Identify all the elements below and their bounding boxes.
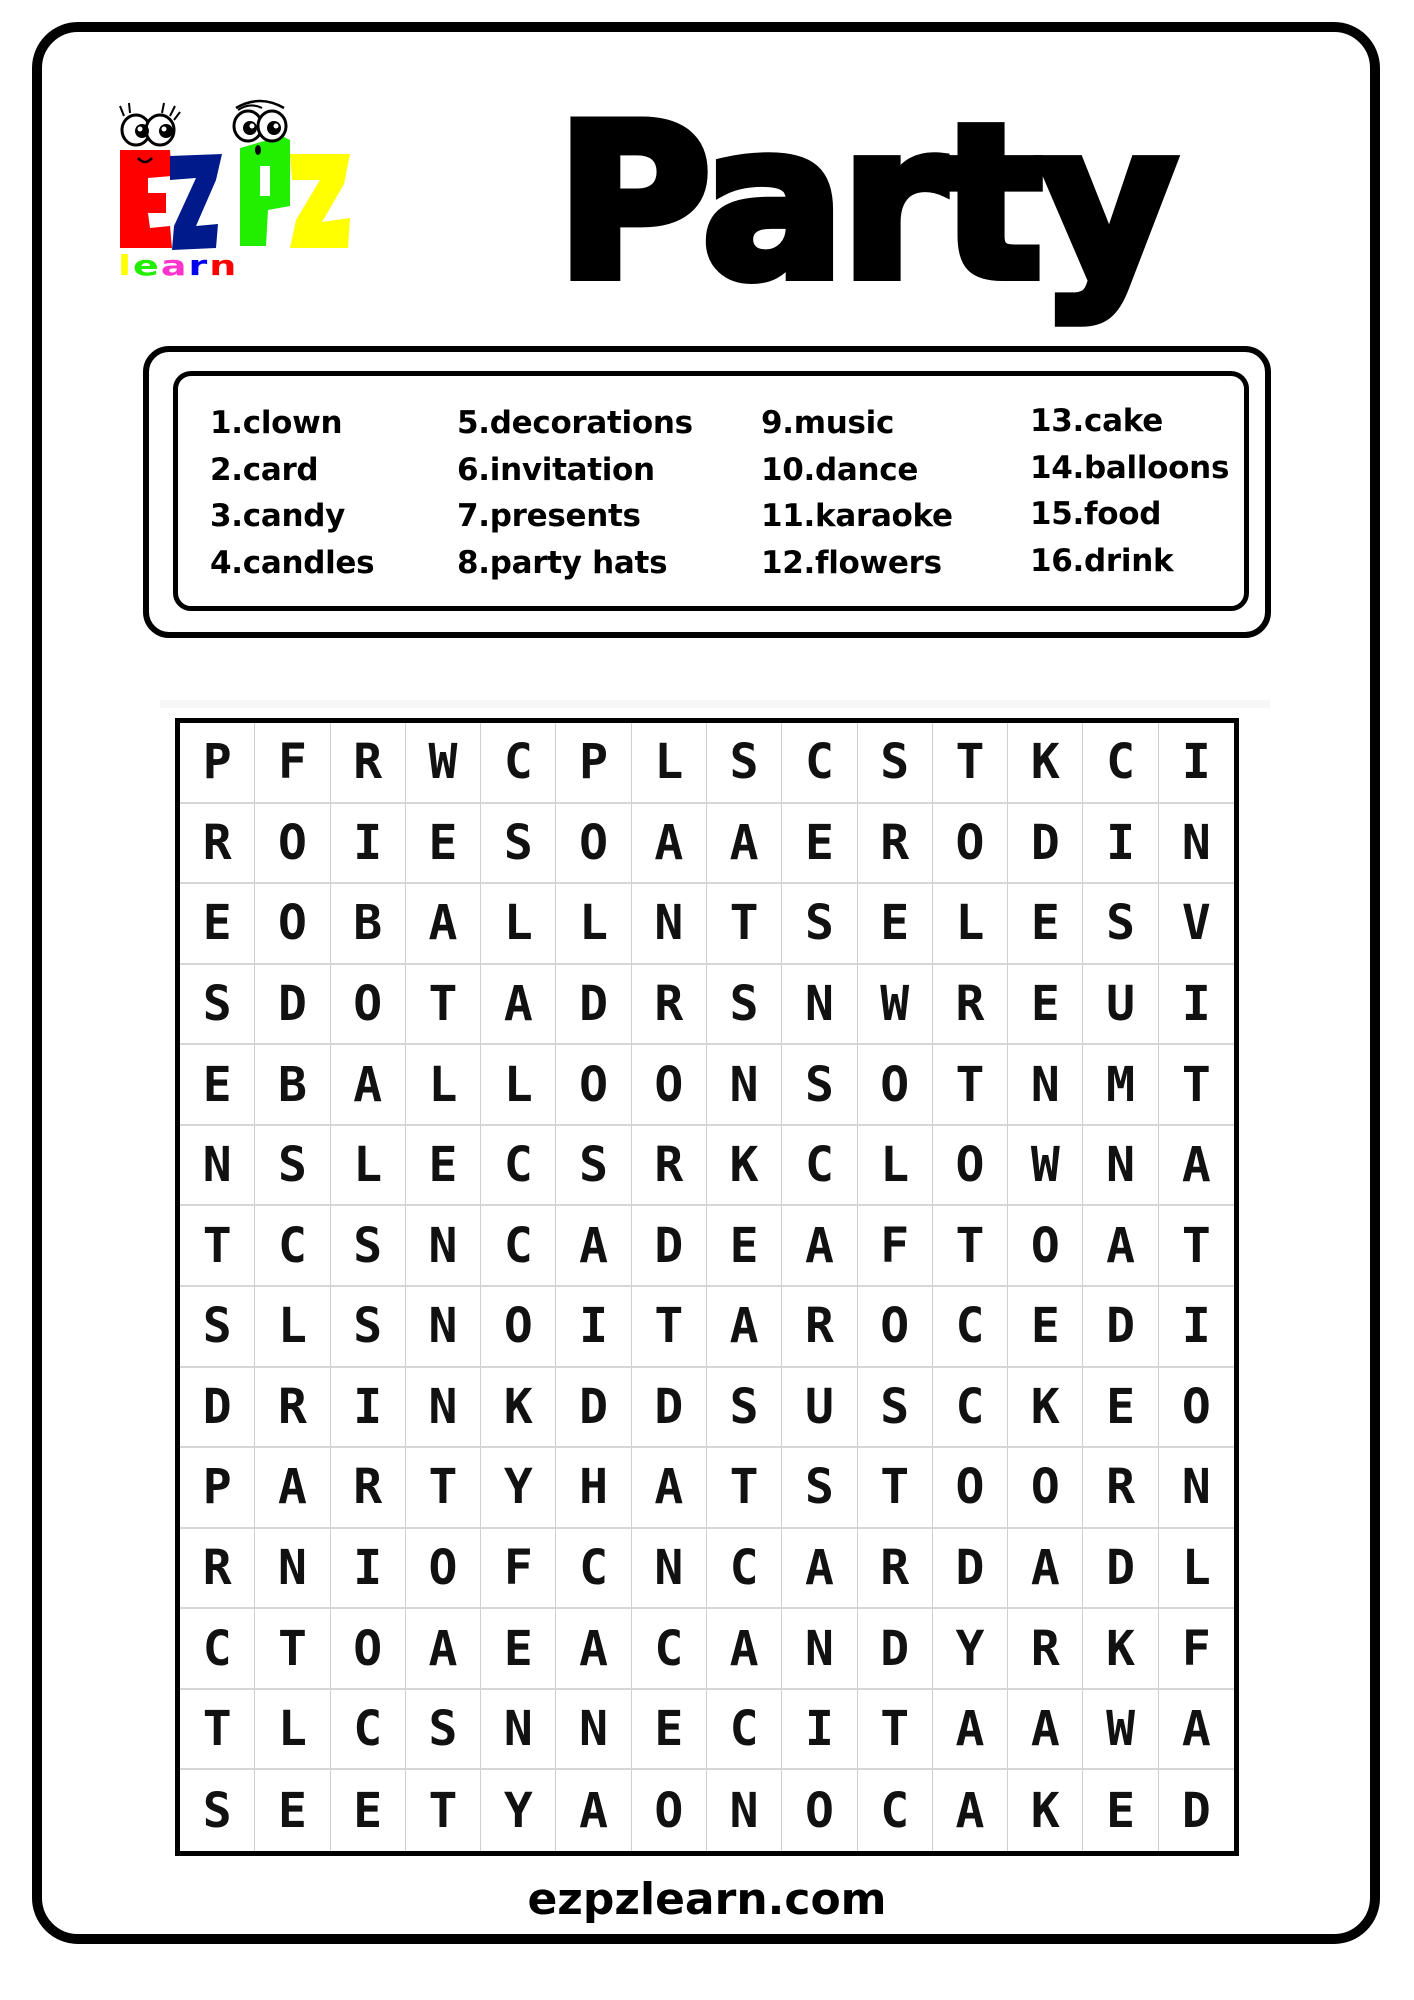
word-item: 2.card <box>210 451 319 488</box>
grid-cell[interactable]: C <box>858 1770 933 1851</box>
grid-cell[interactable]: S <box>858 723 933 804</box>
grid-cell[interactable]: S <box>556 1126 631 1207</box>
grid-cell[interactable]: I <box>556 1287 631 1368</box>
grid-cell[interactable]: K <box>707 1126 782 1207</box>
grid-cell[interactable]: P <box>556 723 631 804</box>
grid-cell[interactable]: E <box>180 884 255 965</box>
grid-cell[interactable]: N <box>406 1287 481 1368</box>
grid-cell[interactable]: U <box>782 1368 857 1449</box>
grid-cell[interactable]: I <box>1159 723 1234 804</box>
grid-cell[interactable]: R <box>632 1126 707 1207</box>
grid-cell[interactable]: D <box>1083 1529 1158 1610</box>
word-item: 6.invitation <box>457 451 655 488</box>
grid-cell[interactable]: T <box>858 1690 933 1771</box>
grid-cell[interactable]: E <box>1008 884 1083 965</box>
grid-cell[interactable]: C <box>707 1529 782 1610</box>
grid-cell[interactable]: A <box>782 1206 857 1287</box>
grid-cell[interactable]: R <box>1083 1448 1158 1529</box>
grid-cell[interactable]: E <box>180 1045 255 1126</box>
grid-cell[interactable]: C <box>782 1126 857 1207</box>
word-list-column-1 <box>210 400 374 586</box>
grid-cell[interactable]: O <box>858 1287 933 1368</box>
grid-cell[interactable]: O <box>1008 1448 1083 1529</box>
grid-cell[interactable]: C <box>331 1690 406 1771</box>
word-item: 11.karaoke <box>761 498 953 534</box>
grid-cell[interactable]: S <box>782 1045 857 1126</box>
grid-cell[interactable]: K <box>1083 1609 1158 1690</box>
word-item: 1.clown <box>210 405 343 441</box>
grid-cell[interactable]: D <box>556 1368 631 1449</box>
grid-cell[interactable]: F <box>858 1206 933 1287</box>
grid-cell[interactable]: C <box>255 1206 330 1287</box>
logo-letter-e: e <box>133 249 161 282</box>
grid-cell[interactable]: R <box>255 1368 330 1449</box>
grid-cell[interactable]: N <box>632 884 707 965</box>
grid-cell[interactable]: F <box>255 723 330 804</box>
grid-cell[interactable]: A <box>1159 1690 1234 1771</box>
grid-cell[interactable]: O <box>1008 1206 1083 1287</box>
grid-cell[interactable]: S <box>481 804 556 885</box>
grid-cell[interactable]: L <box>481 884 556 965</box>
grid-cell[interactable]: I <box>1159 965 1234 1046</box>
grid-cell[interactable]: C <box>1083 723 1158 804</box>
grid-cell[interactable]: O <box>556 1045 631 1126</box>
grid-cell[interactable]: E <box>1008 1287 1083 1368</box>
grid-cell[interactable]: S <box>858 1368 933 1449</box>
grid-cell[interactable]: S <box>180 965 255 1046</box>
grid-cell[interactable]: A <box>331 1045 406 1126</box>
grid-cell[interactable]: S <box>255 1126 330 1207</box>
grid-cell[interactable]: D <box>180 1368 255 1449</box>
word-item: 14.balloons <box>1030 449 1230 486</box>
grid-cell[interactable]: O <box>406 1529 481 1610</box>
word-item: 9.music <box>761 405 895 441</box>
grid-cell[interactable]: N <box>255 1529 330 1610</box>
grid-cell[interactable]: I <box>1159 1287 1234 1368</box>
word-item: 13.cake <box>1030 403 1163 439</box>
grid-cell[interactable]: H <box>556 1448 631 1529</box>
grid-cell[interactable]: L <box>331 1126 406 1207</box>
grid-cell[interactable]: U <box>1083 965 1158 1046</box>
word-item: 15.food <box>1030 496 1162 532</box>
grid-cell[interactable]: C <box>933 1368 1008 1449</box>
grid-cell[interactable]: N <box>632 1529 707 1610</box>
word-list-column-3 <box>761 400 953 586</box>
grid-cell[interactable]: S <box>180 1770 255 1851</box>
grid-cell[interactable]: T <box>406 1448 481 1529</box>
grid-cell[interactable]: T <box>632 1287 707 1368</box>
grid-cell[interactable]: P <box>180 723 255 804</box>
grid-cell[interactable]: K <box>1008 723 1083 804</box>
grid-cell[interactable]: E <box>406 1126 481 1207</box>
grid-cell[interactable]: R <box>1008 1609 1083 1690</box>
word-item: 16.drink <box>1030 542 1174 579</box>
grid-cell[interactable]: A <box>556 1206 631 1287</box>
grid-cell[interactable]: N <box>782 965 857 1046</box>
page-title: Party <box>556 79 1173 326</box>
grid-cell[interactable]: D <box>1083 1287 1158 1368</box>
word-item: 10.dance <box>761 451 919 488</box>
grid-cell[interactable]: T <box>180 1690 255 1771</box>
grid-cell[interactable]: O <box>255 884 330 965</box>
grid-cell[interactable]: T <box>180 1206 255 1287</box>
grid-cell[interactable]: K <box>1008 1770 1083 1851</box>
grid-cell[interactable]: I <box>1083 804 1158 885</box>
grid-cell[interactable]: A <box>707 1609 782 1690</box>
grid-cell[interactable]: E <box>406 804 481 885</box>
grid-cell[interactable]: O <box>782 1770 857 1851</box>
grid-cell[interactable]: D <box>632 1368 707 1449</box>
grid-cell[interactable]: R <box>782 1287 857 1368</box>
grid-cell[interactable]: R <box>180 1529 255 1610</box>
grid-cell[interactable]: A <box>481 965 556 1046</box>
grid-cell[interactable]: W <box>858 965 933 1046</box>
logo-letter-a: a <box>160 249 189 282</box>
grid-cell[interactable]: R <box>858 804 933 885</box>
grid-cell[interactable]: R <box>331 723 406 804</box>
grid-cell[interactable]: S <box>180 1287 255 1368</box>
footer-website: ezpzlearn.com <box>527 1874 887 1925</box>
grid-cell[interactable]: P <box>180 1448 255 1529</box>
grid-cell[interactable]: O <box>933 1448 1008 1529</box>
logo-letter-l: l <box>118 249 134 282</box>
grid-cell[interactable]: E <box>1008 965 1083 1046</box>
grid-cell[interactable]: O <box>933 1126 1008 1207</box>
grid-cell[interactable]: D <box>858 1609 933 1690</box>
grid-cell[interactable]: L <box>481 1045 556 1126</box>
grid-cell[interactable]: S <box>707 1368 782 1449</box>
grid-cell[interactable]: I <box>331 1368 406 1449</box>
grid-cell[interactable]: C <box>556 1529 631 1610</box>
grid-cell[interactable]: D <box>933 1529 1008 1610</box>
grid-cell[interactable]: T <box>707 1448 782 1529</box>
grid-cell[interactable]: C <box>632 1609 707 1690</box>
grid-cell[interactable]: E <box>782 804 857 885</box>
grid-cell[interactable]: Y <box>933 1609 1008 1690</box>
grid-cell[interactable]: C <box>933 1287 1008 1368</box>
grid-cell[interactable]: A <box>933 1770 1008 1851</box>
grid-cell[interactable]: S <box>331 1206 406 1287</box>
grid-cell[interactable]: I <box>331 804 406 885</box>
grid-cell[interactable]: D <box>556 965 631 1046</box>
grid-cell[interactable]: I <box>331 1529 406 1610</box>
grid-cell[interactable]: Y <box>481 1770 556 1851</box>
grid-cell[interactable]: L <box>406 1045 481 1126</box>
grid-cell[interactable]: O <box>933 804 1008 885</box>
grid-cell[interactable]: C <box>180 1609 255 1690</box>
word-item: 3.candy <box>210 498 346 534</box>
grid-cell[interactable]: T <box>933 723 1008 804</box>
grid-cell[interactable]: T <box>933 1206 1008 1287</box>
grid-cell[interactable]: S <box>782 884 857 965</box>
grid-cell[interactable]: N <box>180 1126 255 1207</box>
grid-cell[interactable]: A <box>707 1287 782 1368</box>
grid-shadow <box>160 700 1270 708</box>
grid-cell[interactable]: E <box>255 1770 330 1851</box>
grid-cell[interactable]: N <box>406 1368 481 1449</box>
word-list-column-4 <box>1030 398 1229 584</box>
grid-cell[interactable]: A <box>1083 1206 1158 1287</box>
word-list-column-2 <box>457 400 693 586</box>
grid-cell[interactable]: A <box>556 1770 631 1851</box>
grid-cell[interactable]: A <box>255 1448 330 1529</box>
grid-cell[interactable]: C <box>707 1690 782 1771</box>
grid-cell[interactable]: O <box>556 804 631 885</box>
grid-cell[interactable]: A <box>1159 1126 1234 1207</box>
grid-cell[interactable]: B <box>255 1045 330 1126</box>
grid-cell[interactable]: O <box>331 1609 406 1690</box>
grid-cell[interactable]: V <box>1159 884 1234 965</box>
grid-cell[interactable]: F <box>481 1529 556 1610</box>
grid-cell[interactable]: A <box>1008 1529 1083 1610</box>
grid-cell[interactable]: T <box>406 965 481 1046</box>
grid-cell[interactable]: K <box>481 1368 556 1449</box>
grid-cell[interactable]: C <box>481 1206 556 1287</box>
grid-cell[interactable]: Y <box>481 1448 556 1529</box>
grid-cell[interactable]: W <box>1083 1690 1158 1771</box>
grid-cell[interactable]: T <box>406 1770 481 1851</box>
grid-cell[interactable]: R <box>632 965 707 1046</box>
grid-cell[interactable]: A <box>933 1690 1008 1771</box>
grid-cell[interactable]: D <box>632 1206 707 1287</box>
grid-cell[interactable]: A <box>556 1609 631 1690</box>
grid-cell[interactable]: D <box>1181 1782 1211 1839</box>
word-item: 4.candles <box>210 544 375 581</box>
grid-cell[interactable]: N <box>1008 1045 1083 1126</box>
grid-cell[interactable]: E <box>1083 1770 1158 1851</box>
grid-cell[interactable]: S <box>707 723 782 804</box>
grid-cell[interactable]: O <box>1159 1368 1234 1449</box>
word-item: 5.decorations <box>457 405 693 441</box>
grid-cell[interactable]: L <box>858 1126 933 1207</box>
grid-cell[interactable]: T <box>858 1448 933 1529</box>
grid-cell[interactable]: N <box>707 1770 782 1851</box>
grid-cell[interactable]: C <box>481 1126 556 1207</box>
grid-cell[interactable]: A <box>782 1529 857 1610</box>
grid-cell[interactable]: E <box>707 1206 782 1287</box>
ezpz-learn-logo <box>100 98 360 288</box>
grid-cell[interactable]: S <box>707 965 782 1046</box>
grid-cell[interactable]: L <box>933 884 1008 965</box>
grid-cell[interactable]: R <box>858 1529 933 1610</box>
grid-cell[interactable]: O <box>858 1045 933 1126</box>
grid-cell[interactable]: W <box>1008 1126 1083 1207</box>
grid-cell[interactable]: T <box>933 1045 1008 1126</box>
grid-cell[interactable]: A <box>406 884 481 965</box>
grid-cell[interactable]: I <box>782 1690 857 1771</box>
grid-cell[interactable]: T <box>255 1609 330 1690</box>
grid-cell[interactable]: S <box>1083 884 1158 965</box>
grid-cell[interactable]: L <box>1159 1529 1234 1610</box>
grid-cell[interactable]: O <box>481 1287 556 1368</box>
grid-cell[interactable]: D <box>1008 804 1083 885</box>
grid-cell[interactable]: A <box>632 1448 707 1529</box>
grid-cell[interactable]: N <box>481 1690 556 1771</box>
grid-cell[interactable]: C <box>481 723 556 804</box>
grid-cell[interactable]: S <box>331 1287 406 1368</box>
word-item: 12.flowers <box>761 544 942 581</box>
grid-cell[interactable]: R <box>331 1448 406 1529</box>
grid-cell[interactable]: O <box>331 965 406 1046</box>
grid-cell[interactable]: F <box>1159 1609 1234 1690</box>
grid-cell[interactable]: E <box>481 1609 556 1690</box>
grid-cell[interactable]: K <box>1008 1368 1083 1449</box>
grid-cell[interactable]: E <box>858 884 933 965</box>
grid-cell[interactable]: N <box>1159 1448 1234 1529</box>
grid-cell[interactable]: L <box>632 723 707 804</box>
grid-cell[interactable]: A <box>707 804 782 885</box>
logo-letter-n: n <box>209 249 239 282</box>
grid-cell[interactable]: E <box>331 1770 406 1851</box>
grid-cell[interactable]: M <box>1083 1045 1158 1126</box>
logo-learn-text <box>118 249 239 285</box>
logo-letters-icon <box>100 98 360 258</box>
grid-cell[interactable]: O <box>632 1045 707 1126</box>
grid-cell[interactable]: E <box>632 1690 707 1771</box>
grid-cell[interactable]: A <box>632 804 707 885</box>
grid-cell[interactable]: L <box>255 1690 330 1771</box>
word-item: 7.presents <box>457 498 641 534</box>
grid-cell[interactable]: S <box>406 1690 481 1771</box>
grid-cell[interactable]: T <box>707 884 782 965</box>
grid-cell[interactable]: T <box>1159 1206 1234 1287</box>
grid-cell[interactable]: N <box>1159 804 1234 885</box>
logo-letter-r: r <box>188 249 210 282</box>
grid-cell[interactable]: N <box>782 1609 857 1690</box>
grid-cell[interactable]: R <box>933 965 1008 1046</box>
grid-cell[interactable]: C <box>782 723 857 804</box>
grid-cell[interactable]: R <box>180 804 255 885</box>
grid-cell[interactable]: T <box>1159 1045 1234 1126</box>
grid-cell[interactable]: S <box>782 1448 857 1529</box>
grid-cell[interactable]: A <box>406 1609 481 1690</box>
grid-cell[interactable]: O <box>255 804 330 885</box>
grid-cell[interactable]: N <box>406 1206 481 1287</box>
grid-cell[interactable]: W <box>406 723 481 804</box>
word-item: 8.party hats <box>457 544 668 581</box>
grid-cell[interactable]: N <box>1083 1126 1158 1207</box>
grid-cell[interactable]: B <box>331 884 406 965</box>
grid-cell[interactable]: D <box>255 965 330 1046</box>
grid-cell[interactable]: L <box>556 884 631 965</box>
grid-cell[interactable]: O <box>632 1770 707 1851</box>
grid-cell[interactable]: N <box>556 1690 631 1771</box>
grid-cell[interactable]: N <box>707 1045 782 1126</box>
grid-cell[interactable]: E <box>1083 1368 1158 1449</box>
word-search-grid <box>175 718 1239 1856</box>
grid-cell[interactable]: A <box>1008 1690 1083 1771</box>
grid-cell[interactable]: L <box>255 1287 330 1368</box>
